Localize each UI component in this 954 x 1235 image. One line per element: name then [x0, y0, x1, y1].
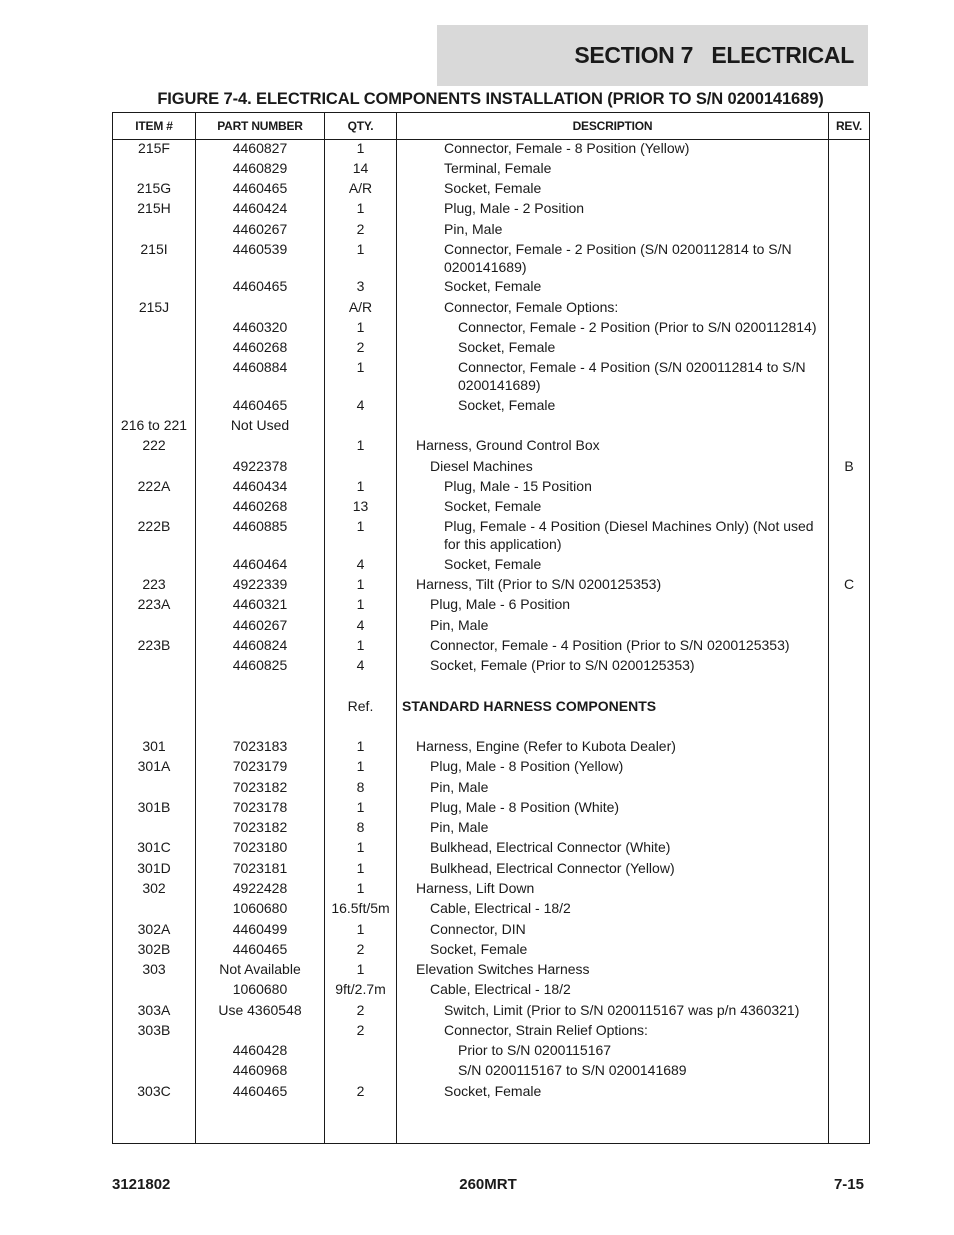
section-title: SECTION 7 ELECTRICAL [574, 42, 854, 68]
cell-description: Socket, Female [444, 1083, 542, 1099]
cell-description: Socket, Female [444, 278, 542, 294]
cell-item-number: 302B [137, 941, 171, 957]
cell-part-number: 4460465 [232, 397, 288, 413]
cell-part-number: 4460465 [232, 180, 288, 196]
cell-qty: 2 [356, 1083, 365, 1099]
cell-part-number: 4460465 [232, 941, 288, 957]
cell-qty: Ref. [347, 698, 374, 714]
cell-part-number: 4460464 [232, 556, 288, 572]
cell-qty: 16.5ft/5m [331, 900, 390, 916]
cell-part-number: 4922428 [232, 880, 288, 896]
cell-part-number: 4460827 [232, 140, 288, 156]
cell-qty: 1 [356, 961, 365, 977]
cell-qty: 1 [356, 921, 365, 937]
cell-part-number: 7023183 [232, 738, 288, 754]
cell-description: Connector, DIN [430, 921, 526, 937]
cell-description: Terminal, Female [444, 160, 552, 176]
cell-part-number: 4460884 [232, 359, 288, 375]
cell-item-number: 302 [142, 880, 166, 896]
footer-model: 260MRT [459, 1176, 517, 1193]
cell-description: Harness, Ground Control Box [416, 437, 600, 453]
cell-description: Socket, Female [444, 556, 542, 572]
cell-qty: 1 [356, 637, 365, 653]
cell-description: Bulkhead, Electrical Connector (Yellow) [430, 860, 675, 876]
cell-description: Plug, Female - 4 Position (Diesel Machines Only) (Not used for this application) [444, 518, 814, 552]
cell-item-number: 302A [137, 921, 171, 937]
cell-part-number: 4922339 [232, 576, 288, 592]
cell-qty: 1 [356, 839, 365, 855]
cell-part-number: 4460268 [232, 339, 288, 355]
cell-qty: A/R [348, 299, 373, 315]
cell-description: Socket, Female [430, 941, 528, 957]
cell-description: Connector, Female - 2 Position (Prior to S/N 0200112814) [458, 319, 817, 335]
cell-qty: 2 [356, 1022, 365, 1038]
cell-qty: 4 [356, 657, 365, 673]
cell-qty: 8 [356, 819, 365, 835]
cell-item-number: 303C [137, 1083, 171, 1099]
cell-item-number: 301C [137, 839, 171, 855]
cell-qty: 1 [356, 738, 365, 754]
cell-part-number: 4460424 [232, 200, 288, 216]
table-header [113, 113, 869, 140]
cell-qty: 1 [356, 241, 365, 257]
cell-part-number: 4460824 [232, 637, 288, 653]
cell-part-number: 4460968 [232, 1062, 288, 1078]
cell-description: Plug, Male - 15 Position [444, 478, 592, 494]
cell-part-number: 4922378 [232, 458, 288, 474]
cell-item-number: 222 [142, 437, 166, 453]
cell-part-number: 7023178 [232, 799, 288, 815]
cell-description: Harness, Tilt (Prior to S/N 0200125353) [416, 576, 662, 592]
cell-item-number: 216 to 221 [120, 417, 188, 433]
cell-description: Pin, Male [430, 779, 489, 795]
cell-item-number: 222A [137, 478, 171, 494]
cell-part-number: 1060680 [232, 900, 288, 916]
cell-qty: 4 [356, 556, 365, 572]
cell-part-number: 7023181 [232, 860, 288, 876]
cell-description: Harness, Engine (Refer to Kubota Dealer) [416, 738, 676, 754]
cell-rev: C [843, 576, 855, 592]
cell-part-number: 4460825 [232, 657, 288, 673]
cell-part-number: 7023180 [232, 839, 288, 855]
cell-description: Cable, Electrical - 18/2 [430, 900, 571, 916]
cell-qty: 3 [356, 278, 365, 294]
cell-part-number: 4460268 [232, 498, 288, 514]
cell-description: Prior to S/N 0200115167 [458, 1042, 612, 1058]
cell-part-number: 4460465 [232, 1083, 288, 1099]
cell-qty: 2 [356, 339, 365, 355]
cell-item-number: 303B [137, 1022, 171, 1038]
cell-part-number: 4460499 [232, 921, 288, 937]
cell-part-number: 4460320 [232, 319, 288, 335]
cell-description: S/N 0200115167 to S/N 0200141689 [458, 1062, 687, 1078]
cell-qty: 14 [352, 160, 369, 176]
section-banner [437, 25, 868, 86]
cell-part-number: 4460434 [232, 478, 288, 494]
cell-description: Socket, Female (Prior to S/N 0200125353) [430, 657, 695, 673]
cell-qty: 8 [356, 779, 365, 795]
cell-item-number: 301B [137, 799, 171, 815]
cell-qty: 1 [356, 140, 365, 156]
cell-description: Plug, Male - 8 Position (White) [430, 799, 620, 815]
cell-description: Harness, Lift Down [416, 880, 535, 896]
cell-description: Bulkhead, Electrical Connector (White) [430, 839, 671, 855]
header-part-number: PART NUMBER [217, 119, 303, 133]
cell-qty: 1 [356, 518, 365, 534]
cell-description: STANDARD HARNESS COMPONENTS [402, 698, 657, 714]
cell-part-number: 4460829 [232, 160, 288, 176]
cell-qty: 1 [356, 478, 365, 494]
cell-part-number: Not Used [230, 417, 290, 433]
cell-description: Connector, Female - 4 Position (S/N 0200112814 to S/N 0200141689) [458, 359, 806, 393]
cell-description: Plug, Male - 8 Position (Yellow) [430, 758, 624, 774]
cell-description: Connector, Female - 8 Position (Yellow) [444, 140, 690, 156]
cell-qty: 4 [356, 617, 365, 633]
cell-description: Socket, Female [458, 339, 556, 355]
cell-item-number: 223 [142, 576, 166, 592]
cell-item-number: 215J [138, 299, 170, 315]
cell-qty: 1 [356, 200, 365, 216]
cell-part-number: 4460267 [232, 617, 288, 633]
cell-description: Socket, Female [444, 498, 542, 514]
cell-qty: 4 [356, 397, 365, 413]
footer-page-number: 7-15 [833, 1176, 864, 1193]
cell-item-number: 222B [137, 518, 171, 534]
cell-qty: 1 [356, 880, 365, 896]
cell-part-number: 4460465 [232, 278, 288, 294]
cell-qty: 9ft/2.7m [335, 981, 386, 997]
cell-description: Pin, Male [444, 221, 503, 237]
cell-item-number: 301 [142, 738, 166, 754]
cell-description: Connector, Female - 4 Position (Prior to S/N 0200125353) [430, 637, 790, 653]
cell-item-number: 301D [137, 860, 171, 876]
cell-item-number: 215F [138, 140, 170, 156]
cell-qty: 2 [356, 1002, 365, 1018]
cell-description: Pin, Male [430, 617, 489, 633]
cell-item-number: 215G [136, 180, 172, 196]
cell-description: Connector, Female - 2 Position (S/N 0200112814 to S/N 0200141689) [444, 241, 792, 275]
header-rev: REV. [835, 119, 863, 133]
cell-description: Elevation Switches Harness [416, 961, 590, 977]
cell-part-number: 7023182 [232, 779, 288, 795]
cell-description: Connector, Strain Relief Options: [444, 1022, 648, 1038]
cell-part-number: 4460321 [232, 596, 288, 612]
header-item: ITEM # [135, 119, 173, 133]
cell-qty: 1 [356, 319, 365, 335]
cell-description: Pin, Male [430, 819, 489, 835]
cell-part-number: 4460539 [232, 241, 288, 257]
cell-part-number: 4460428 [232, 1042, 288, 1058]
cell-qty: 1 [356, 359, 365, 375]
cell-part-number: Not Available [219, 961, 301, 977]
cell-qty: 2 [356, 941, 365, 957]
cell-description: Socket, Female [458, 397, 556, 413]
cell-qty: 2 [356, 221, 365, 237]
cell-qty: A/R [348, 180, 373, 196]
column-divider [396, 113, 397, 1143]
page-footer [112, 1176, 864, 1196]
cell-qty: 1 [356, 576, 365, 592]
header-qty: QTY. [347, 119, 374, 133]
cell-part-number: 4460885 [232, 518, 288, 534]
cell-part-number: 1060680 [232, 981, 288, 997]
cell-description: Connector, Female Options: [444, 299, 619, 315]
cell-description: Plug, Male - 6 Position [430, 596, 571, 612]
cell-description: Plug, Male - 2 Position [444, 200, 585, 216]
cell-item-number: 303A [137, 1002, 171, 1018]
cell-qty: 1 [356, 437, 365, 453]
parts-table [112, 112, 870, 1144]
header-description: DESCRIPTION [572, 119, 653, 133]
cell-item-number: 215H [137, 200, 171, 216]
cell-description: Socket, Female [444, 180, 542, 196]
cell-part-number: 4460267 [232, 221, 288, 237]
figure-title: FIGURE 7-4. ELECTRICAL COMPONENTS INSTALLATION (PRIOR TO S/N 0200141689) [157, 90, 824, 108]
cell-item-number: 303 [142, 961, 166, 977]
cell-part-number: 7023179 [232, 758, 288, 774]
cell-item-number: 215I [140, 241, 168, 257]
cell-qty: 1 [356, 758, 365, 774]
cell-item-number: 223B [137, 637, 171, 653]
cell-description: Cable, Electrical - 18/2 [430, 981, 571, 997]
cell-rev: B [844, 458, 854, 474]
cell-item-number: 223A [137, 596, 171, 612]
cell-qty: 1 [356, 860, 365, 876]
footer-doc-number: 3121802 [112, 1176, 171, 1193]
cell-description: Switch, Limit (Prior to S/N 0200115167 was p/n 4360321) [444, 1002, 800, 1018]
cell-qty: 13 [352, 498, 369, 514]
cell-qty: 1 [356, 799, 365, 815]
cell-part-number: Use 4360548 [218, 1002, 302, 1018]
cell-part-number: 7023182 [232, 819, 288, 835]
cell-qty: 1 [356, 596, 365, 612]
cell-item-number: 301A [137, 758, 171, 774]
cell-description: Diesel Machines [430, 458, 533, 474]
